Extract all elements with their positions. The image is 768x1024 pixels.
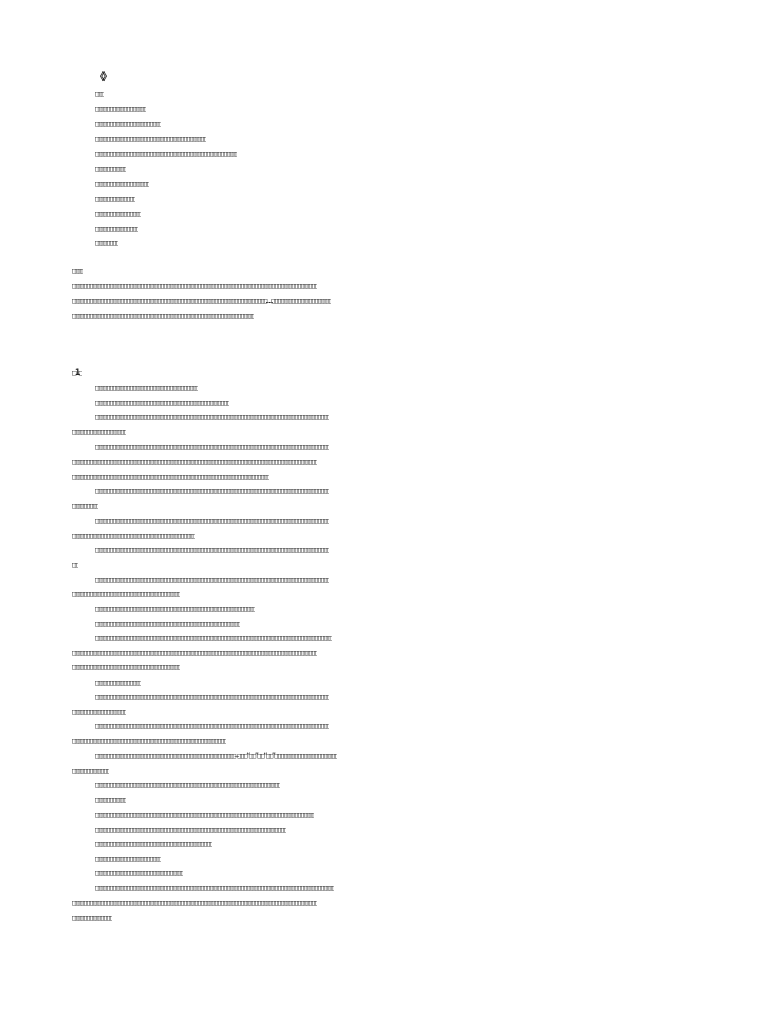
- paragraph-line: □□□□□□□□□□□: [95, 795, 127, 804]
- paragraph-line: □□□□□□□□□□□□□□□□□□□□□□□□□□□□□□□□□□□□□□□□□□□□□□□□□□□□□□□□□□□□□□□□□□□□□□□□□□□□□: [95, 810, 315, 819]
- paragraph-line: □□□□□□□□□□□□□□□□□□□□□□□□□□□□□□□□□□□□□□□□□□□: [72, 531, 195, 540]
- section-heading: □□□□: [72, 266, 84, 275]
- toc-item[interactable]: □□□□□□□□: [95, 238, 118, 247]
- paragraph-line: □□□□□□□□□□□□□□□□□□□□□□□□□□□□□□□□□□□□□□□□□□□□□□□□□□□□□□□□□□□□□□□□□□□□□□□□□□□□□□□□□□: [95, 486, 329, 495]
- paragraph-line: □□□□□□□□□□□□□□□□□□□□□□□□□□□□□□□□□□□□□□□□□: [95, 839, 212, 848]
- toc-item[interactable]: □□□□□□□□□□□□□□: [95, 194, 135, 203]
- paragraph-line: □□□□□□□□□□□□□□□□□□□□□□□□□□□□□□□□□□□□□□□□□□□□□□□□□□□□□□□□□□□□□□□□□□□□□□□□□□□□□□□□□□: [95, 692, 329, 701]
- chapter-number: 1: [74, 368, 79, 378]
- paragraph-line: □□□□□□□□□□□□□□□□□□□□□□□□□□□□□□□□□□□□□□□□□□□□□□□□□□□□□□□□□□□□□□□□□□□□□□□□□□□□□□□□□□: [95, 575, 329, 584]
- paragraph-line: □□□□□□□□□□□□□□□□□□□□□□□□□□□□□□□□□□□□□□□□□□□□□□□□□□□□□□□□□□□□□□□□□□□□□□□□□□□□□□□□□□□: [95, 633, 332, 642]
- paragraph-line: □□□□□□□□□□□□□□□□□□□□□□□□□□□□□□□□□□□□□□□□□□□□□□□□□□□□□□□□□□□□□□□□: [72, 311, 255, 320]
- toc-item[interactable]: □□□□□□□□□□□□□□□□□□□□□□□: [95, 119, 161, 128]
- paragraph-line: □□□□□□□□□□□□□□□□□□□□□□□□□□□□□□□□□□□□□□□□□□□□□□□□□□□□□□□□□□□□□□□□□□□□……□□□□□□□□□□□□□□□□□□□□□: [72, 296, 332, 305]
- toc-item[interactable]: □□□: [95, 89, 104, 98]
- paragraph-line: □□□□□□□□□□□□□□□□□□□□□□□□□□□□□□□□□□□□□□□□□□□□□□□□□□□□□□□□□□□□□□□□□□□□□□□□□□□□□□□□□□□□□□: [72, 898, 318, 907]
- paragraph-line: □□□□□□□□□□□□□□□□□□□□□□□□□□□□□□□□□□□□□□□□□□□□□□□□□□□□□□□□□□□□□□□□□□□□□□□□□□□□□□□□□□□□□□: [72, 457, 318, 466]
- paragraph-line: □□□□□□□□□□□□□□□□□□□: [72, 427, 127, 436]
- paragraph-line: □□□□□□□□□□□□□□□□□□□□□□□□□□□□□□□□□□□□□□□□□□□□□□□□□□□□□□□□□□□□□□□□□□□□□: [72, 472, 269, 481]
- chapter-heading-prefix: □: [72, 368, 75, 377]
- paragraph-line: □□□□□□□□□□□□□□□□□□□□□□□□□□□□□□□□□□□□□□□□□□□□□□□□□□□: [95, 619, 241, 628]
- paragraph-line: □□□□□□□□□□□□□□□□□□□□□□□□□□□□□□□□□□□□□□: [72, 589, 181, 598]
- paragraph-line: □□□□□□□□□□□□□□□□□□□□□□□□□□□□□□□□□□□□□□□□□□□□□□□: [95, 398, 229, 407]
- paragraph-line: □□□□□□□□□□□□□□□□□□□□□□□□□□□□□□□□□□□□□□□□□□□□□□□□□□□□□□□□□□□□□□□□□□□□□□□□□□□□□□□□□□: [95, 721, 329, 730]
- toc-item[interactable]: □□□□□□□□□□□□□□□□□□□: [95, 179, 150, 188]
- paragraph-line: □□□□□□□□□□□□□□: [72, 913, 112, 922]
- paragraph-line: □□□□□□□□□□□□□□□□□□□□□□□□□□□□□□□: [95, 868, 184, 877]
- paragraph-line: □□□□□□□□□□□□□□□□□□□□□□□□□□□□□□□□□□□□□□□□□□□□□□□□□□□□□□: [72, 736, 226, 745]
- paragraph-line: □□□□□□□□□□□□□□□□□□□□□□□□□□□□□□□□□□□□□□□□□□□□□□□□□□□□□□□□□□□□□□□□□: [95, 780, 281, 789]
- toc-item[interactable]: □□□□□□□□□□□□□□□: [95, 224, 138, 233]
- paragraph-line: □□□□□□□□□□□□□□□□□□□□□□□□□□□□□□□□□□□□□□□□□□□□□□□□□□□□□□□□□□□□□□□□□□□□□□□□□□□□□□□□□□: [95, 545, 329, 554]
- paragraph-line: □□□□□□□□□□□□□□□□□□□□□□□□□□□□□□□□□□□□□□□□□□□□□□□□□□□□□□□□□□□□□□□□□□□□□□□□□□□□□□□□□□: [95, 412, 329, 421]
- toc-item[interactable]: □□□□□□□□□□□: [95, 164, 127, 173]
- chapter-heading-suffix: □: [78, 368, 82, 377]
- paragraph-line: □□□□□□□□□□□□□□□□□□□□□□□: [95, 854, 161, 863]
- paragraph-line: □□□□□□□□□□□□□□□□: [95, 678, 141, 687]
- toc-item[interactable]: □□□□□□□□□□□□□□□□□□□□□□□□□□□□□□□□□□□□□□□: [95, 134, 207, 143]
- paragraph-line: □□□□□□□□□□□□□□□□□□□□□□□□□□□□□□□□□□□□□□□□□□□□□□□□□□□□□□□□□□□□□□□□□□□: [95, 825, 286, 834]
- chapter-heading: [72, 366, 82, 381]
- paragraph-line: □□□□□□□□□□□□□□□□□□□□□□□□□□□□□□□□□□□□□□□□□□□□□□□□□□□□□□□□: [95, 604, 255, 613]
- toc-item[interactable]: □□□□□□□□□□□□□□□□: [95, 209, 141, 218]
- paragraph-line: □□□□□□□□□□□□□□□□□□□□□□□□□□□□□□□□□□□□: [95, 383, 198, 392]
- paragraph-line: □□: [72, 560, 78, 569]
- paragraph-line: □□□□□□□□□□□□□: [72, 766, 110, 775]
- paragraph-line: □□□□□□□□□□□□□□□□□□□□□□□□□□□□□□□□□□□□□□□□□□□□□□□□□□□□□□□□□□□□□□□□□□□□□□□□□□□□□□□□□□□□: [95, 883, 335, 892]
- paragraph-line: □□□□□□□□□□□□□□□□□□□□□□□□□□□□□□□□□□□□□□□□□□□□□□□□□—□□□“□□”□□“□□”□□□□□□□□□□□□□□□□□□□□□□: [95, 751, 338, 760]
- paragraph-line: □□□□□□□□□□□□□□□□□□□□□□□□□□□□□□□□□□□□□□□□□□□□□□□□□□□□□□□□□□□□□□□□□□□□□□□□□□□□□□□□□□□□□□: [72, 648, 318, 657]
- paragraph-line: □□□□□□□□□: [72, 501, 98, 510]
- paragraph-line: □□□□□□□□□□□□□□□□□□□: [72, 707, 127, 716]
- paragraph-line: □□□□□□□□□□□□□□□□□□□□□□□□□□□□□□□□□□□□□□□□□□□□□□□□□□□□□□□□□□□□□□□□□□□□□□□□□□□□□□□□□□: [95, 442, 329, 451]
- paragraph-line: □□□□□□□□□□□□□□□□□□□□□□□□□□□□□□□□□□□□□□□□□□□□□□□□□□□□□□□□□□□□□□□□□□□□□□□□□□□□□□□□□□: [95, 516, 329, 525]
- paragraph-line: □□□□□□□□□□□□□□□□□□□□□□□□□□□□□□□□□□□□□□□□□□□□□□□□□□□□□□□□□□□□□□□□□□□□□□□□□□□□□□□□□□□□□□: [72, 281, 318, 290]
- toc-bracket-mark: 《》: [95, 72, 109, 83]
- toc-item[interactable]: □□□□□□□□□□□□□□□□□□: [95, 104, 147, 113]
- paragraph-line: □□□□□□□□□□□□□□□□□□□□□□□□□□□□□□□□□□□□□□: [72, 662, 181, 671]
- toc-item[interactable]: □□□□□□□□□□□□□□□□□□□□□□□□□□□□□□□□□□□□□□□□□□□□□□□□□□: [95, 149, 238, 158]
